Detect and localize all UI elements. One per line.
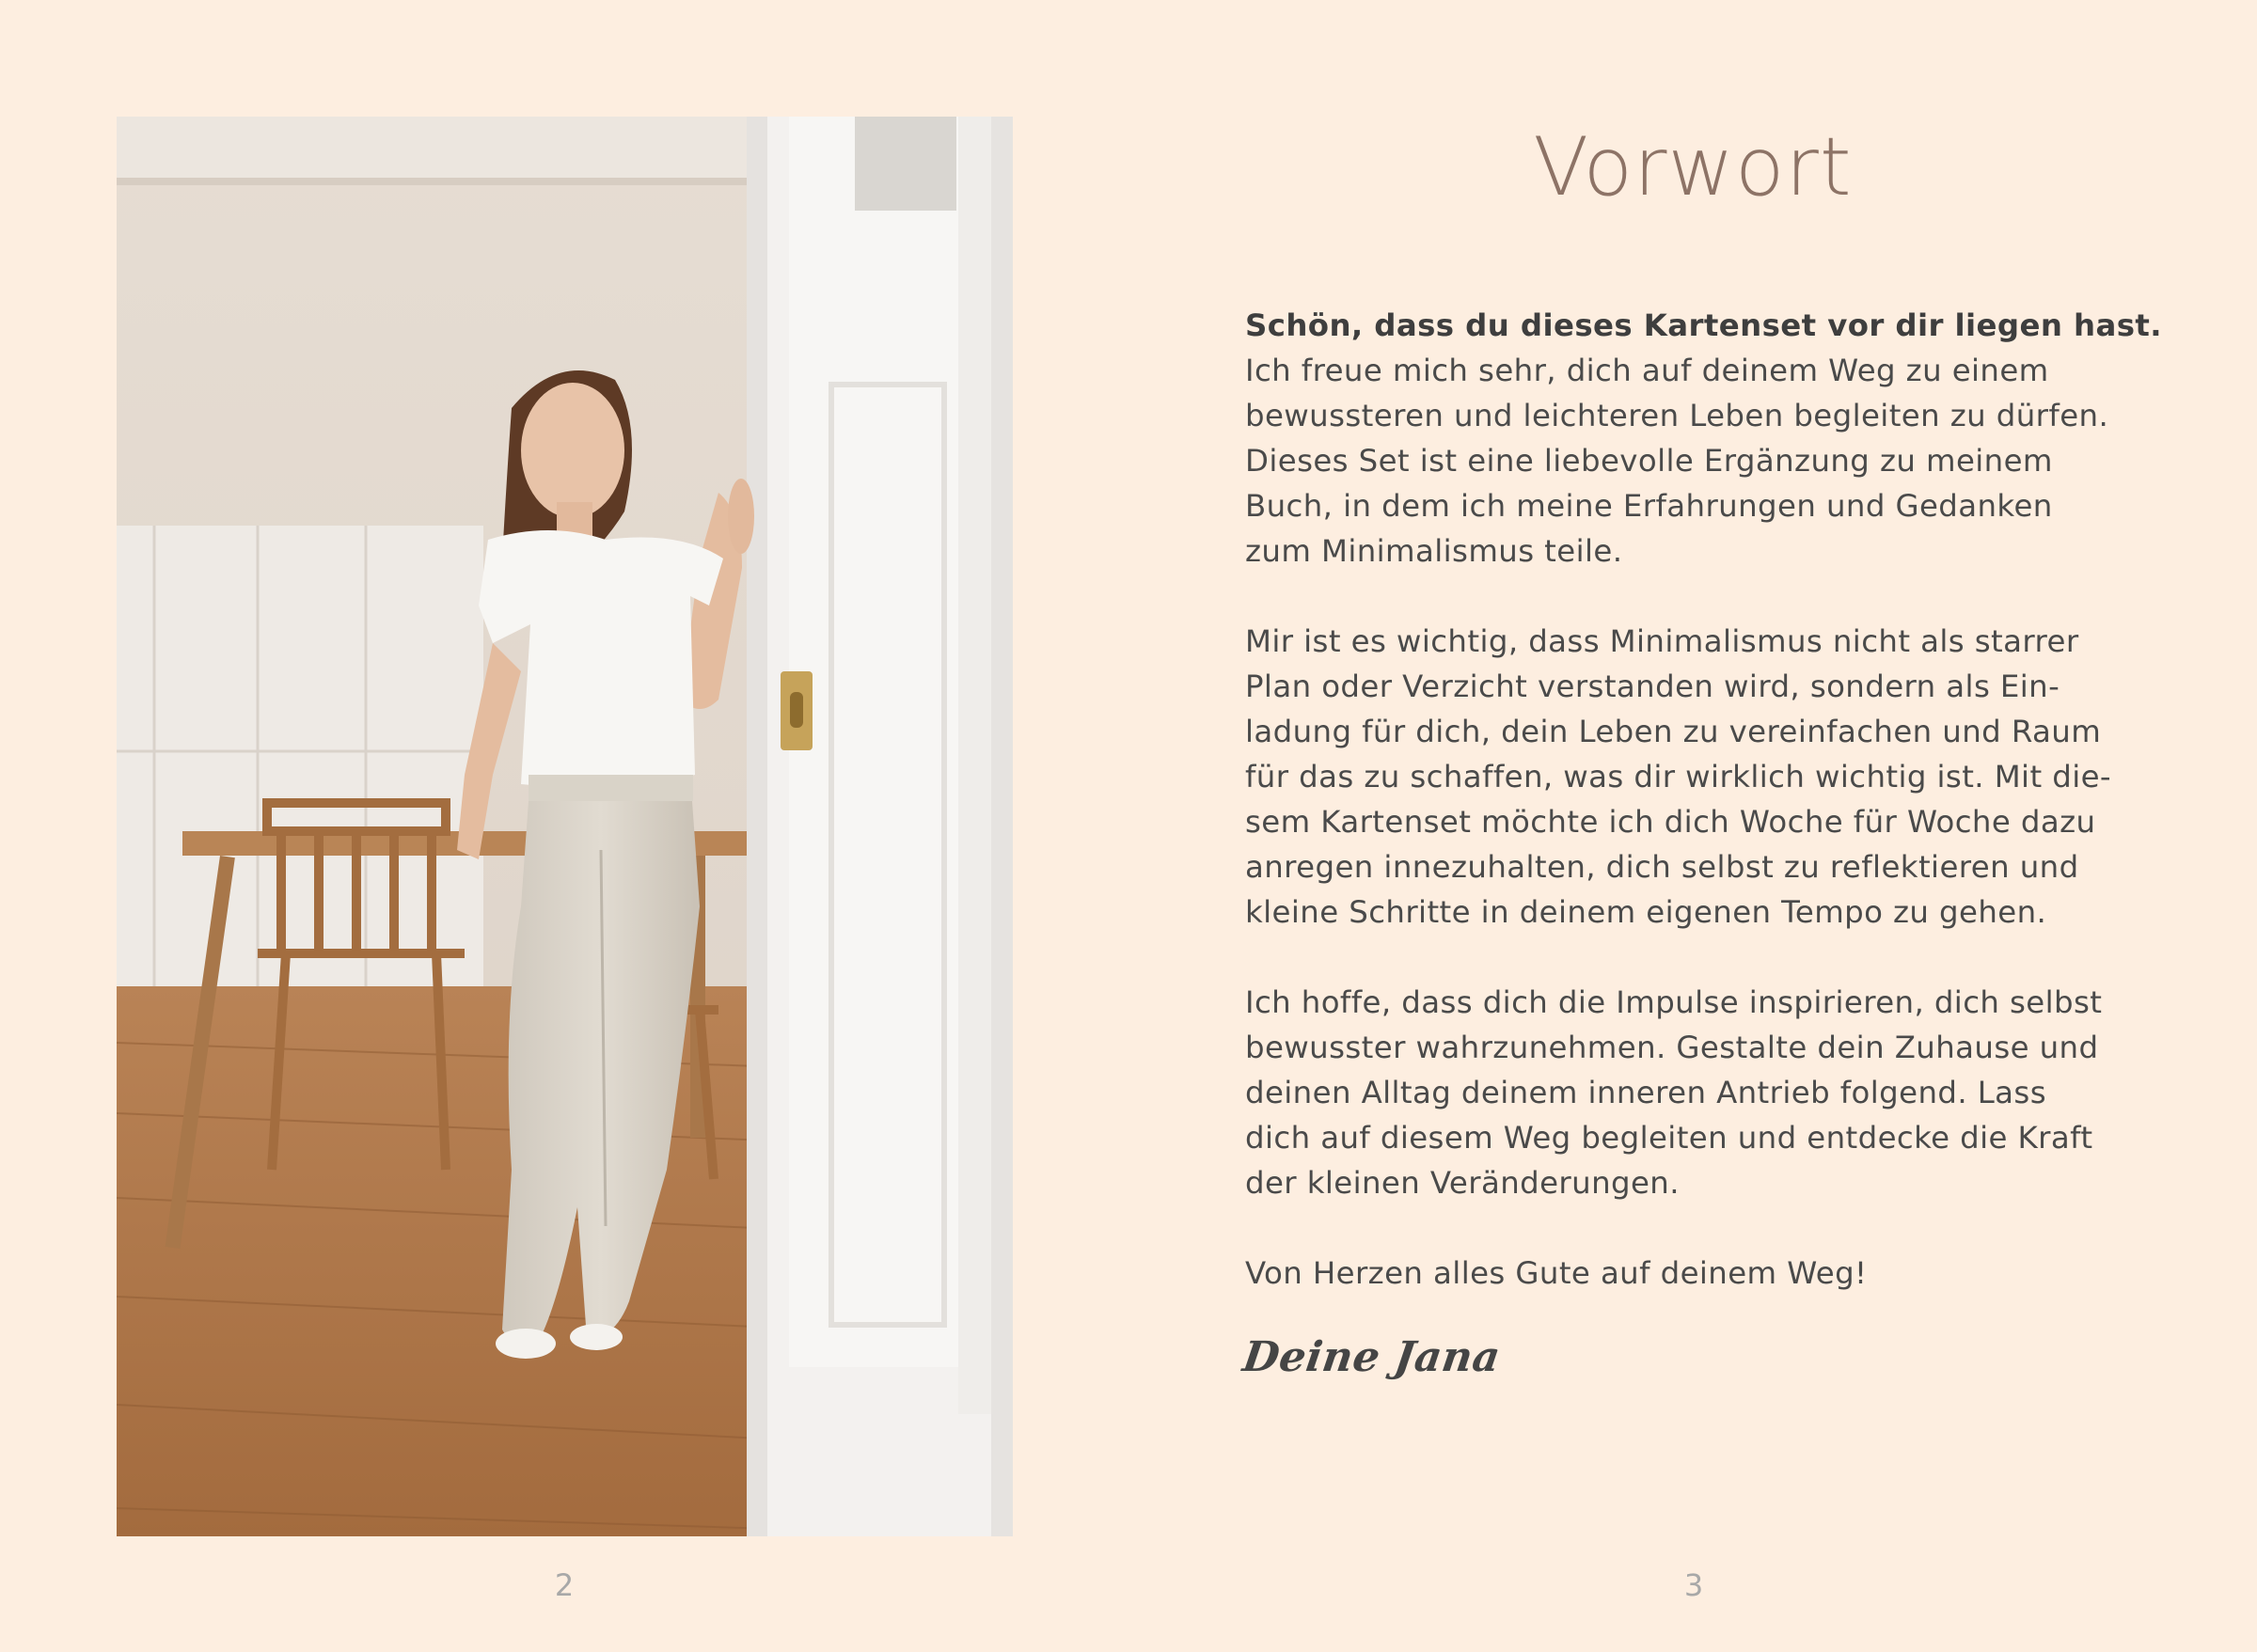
text-line: kleine Schritte in deinem eigenen Tempo zu gehen. <box>1245 894 2047 930</box>
closing-line: Von Herzen alles Gute auf deinem Weg! <box>1245 1255 1868 1291</box>
text-line: dich auf diesem Weg begleiten und entdecke die Kraft <box>1245 1120 2093 1156</box>
text-line: Mir ist es wichtig, dass Minimalismus nicht als starrer <box>1245 623 2079 659</box>
paragraph-1 <box>1245 303 2167 574</box>
text-line: ladung für dich, dein Leben zu vereinfachen und Raum <box>1245 714 2102 749</box>
signature: Deine Jana <box>1239 1333 1504 1381</box>
text-line: anregen innezuhalten, dich selbst zu reflektieren und <box>1245 849 2079 885</box>
text-line: Buch, in dem ich meine Erfahrungen und Gedanken <box>1245 488 2053 524</box>
text-line: zum Minimalismus teile. <box>1245 533 1623 569</box>
text-line: bewusster wahrzunehmen. Gestalte dein Zuhause und <box>1245 1030 2099 1065</box>
page-number-left: 2 <box>554 1567 575 1603</box>
page-number-right: 3 <box>1683 1567 1704 1603</box>
paragraph-4 <box>1245 1251 2167 1296</box>
paragraph-2 <box>1245 619 2167 935</box>
text-line: der kleinen Veränderungen. <box>1245 1165 1680 1201</box>
text-line: für das zu schaffen, was dir wirklich wichtig ist. Mit die- <box>1245 759 2112 795</box>
text-line: Dieses Set ist eine liebevolle Ergänzung zu meinem <box>1245 443 2053 479</box>
page-title: Vorwort <box>1533 120 1853 214</box>
paragraph-3 <box>1245 980 2167 1205</box>
text-line: sem Kartenset möchte ich dich Woche für Woche dazu <box>1245 804 2096 840</box>
text-line: deinen Alltag deinem inneren Antrieb folgend. Lass <box>1245 1075 2046 1110</box>
text-line: Ich freue mich sehr, dich auf deinem Weg zu einem <box>1245 353 2049 388</box>
text-line: Ich hoffe, dass dich die Impulse inspirieren, dich selbst <box>1245 984 2103 1020</box>
portrait-photo <box>117 117 1013 1536</box>
foreword-body <box>1245 303 2167 1341</box>
text-line: bewussteren und leichteren Leben begleiten zu dürfen. <box>1245 398 2109 433</box>
lead-sentence: Schön, dass du dieses Kartenset vor dir liegen hast. <box>1245 307 2162 343</box>
text-line: Plan oder Verzicht verstanden wird, sondern als Ein- <box>1245 669 2060 704</box>
